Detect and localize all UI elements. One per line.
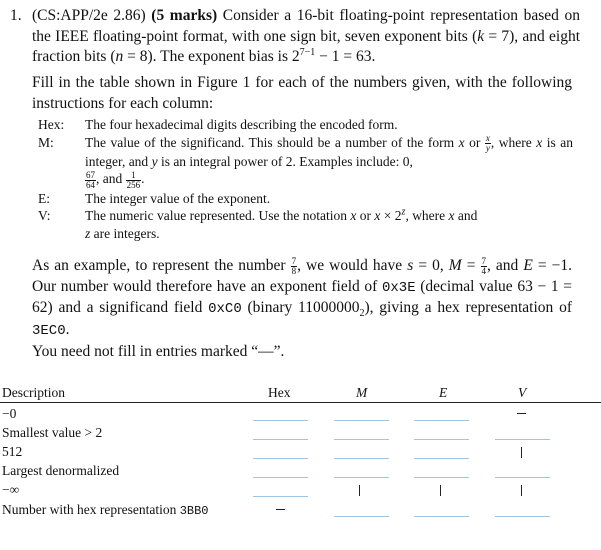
problem-number: 1. [10,7,22,24]
hex-blank[interactable] [253,439,308,440]
def-v-text-e: are integers. [90,225,160,241]
example-hex2: 0xC0 [208,301,242,317]
def-m-term: M: [38,134,54,150]
def-v-text-d: and [454,208,478,224]
e-blank[interactable] [414,458,469,459]
m-blank[interactable] [334,439,389,440]
e-blank[interactable] [414,516,469,517]
def-v-z: z [85,225,91,241]
def-m-text-b: , where [490,134,537,150]
dash-note: You need not fill in entries marked “—”. [32,343,285,360]
example-h: (binary 11000000 [241,299,360,316]
def-e-term: E: [38,190,50,206]
v-not-required-dash [517,413,526,414]
ex-num: 7 [291,255,297,266]
row-description: −∞ [2,482,20,497]
ex-and: , and [96,171,123,187]
ex-mnum: 7 [481,255,487,266]
table-row [0,461,601,480]
m-blank[interactable] [334,458,389,459]
ex2-den: 256 [126,179,141,190]
frac-y: y [485,142,490,153]
v-not-required-dash [521,485,522,496]
example-fraction-67-64 [85,171,96,190]
column-definitions [38,116,573,242]
def-hex-term: Hex: [38,117,65,132]
m-not-required-dash [359,485,360,496]
def-v-text-b: or [356,208,375,224]
header-m: M [356,385,368,400]
row-description: Smallest value > 2 [2,425,103,440]
example-c: = 0, [413,257,449,274]
table-row [0,500,601,519]
k-symbol: k [477,27,485,45]
def-v-text-c: , where [405,208,449,224]
e-not-required-dash [440,485,441,496]
hex-not-required-dash [276,509,285,510]
def-v-x: x [350,208,357,224]
def-v [38,207,573,242]
header-v: V [518,385,527,400]
def-m-x: x [458,134,465,150]
row-description-hex: 3BB0 [179,504,209,518]
def-m-y: y [151,153,158,169]
hex-blank[interactable] [253,458,308,459]
table-row [0,423,601,442]
v-blank[interactable] [495,439,550,440]
example-hex3: 3EC0 [32,322,66,339]
header-description: Description [2,385,65,400]
bias-tail: − 1 = 63. [315,48,376,65]
e-blank[interactable] [414,477,469,478]
frac-x: x [485,132,490,143]
example-f: = −1. Our number would therefore have an exponent field of [32,257,573,295]
hex-blank[interactable] [253,420,308,421]
m-blank[interactable] [334,516,389,517]
example-d: = [461,257,481,274]
def-v-text-a: The numeric value represented. Use the notation [85,208,351,224]
v-blank[interactable] [495,516,550,517]
def-m-x2: x [536,134,543,150]
row-description: 512 [2,444,23,459]
hex-blank[interactable] [253,496,308,497]
ex2-num: 1 [126,171,142,181]
header-hex: Hex [268,385,291,400]
fill-in-instructions: Fill in the table shown in Figure 1 for each of the numbers given, with the following instructions for each column: [32,74,572,112]
n-value: = 8). The exponent bias is 2 [123,48,300,65]
bias-exponent: 7−1 [299,46,316,58]
row-description [2,502,209,518]
table-header [0,384,601,403]
example-h-sub: 2 [359,308,365,320]
def-m-text-c: is an integer, and [85,134,574,169]
def-v-x2: x [374,208,381,224]
example-b: , we would have [297,257,408,274]
ex-mden: 4 [481,265,487,276]
example-paragraph [32,256,572,341]
def-e-text: The integer value of the exponent. [85,190,271,206]
table-row [0,442,601,461]
example-a: As an example, to represent the number [32,257,291,274]
problem-intro [10,6,580,68]
def-e [38,190,573,208]
example-i: ), giving a hex representation of [364,299,572,316]
header-e: E [439,385,448,400]
k-value: = 7), and eight fraction bits ( [32,27,580,65]
example-hex1: 0x3E [381,279,416,296]
def-v-z-sup: z [401,206,406,218]
problem-marks: (5 marks) [151,7,218,24]
example-fraction-1-256 [126,171,142,190]
def-v-term: V: [38,208,51,224]
def-hex [38,116,573,134]
problem-source: (CS:APP/2e 2.86) [32,7,146,24]
def-m-text-a: The value of the significand. This should be a number of the form [85,134,459,150]
def-m-text-d: is an integral power of 2. Examples include: 0, [157,153,413,169]
def-m: M: The value of the significand. This should be a number of the form x or $\frac{x}{y}$ , where x is an integer, and y is an integral power of 2. Examples include: 0, $\frac{67}{64}$ , and $\frac{1}{256}$ . [38,132,574,190]
e-blank[interactable] [414,439,469,440]
example-E: E [523,257,533,274]
v-not-required-dash [521,447,522,458]
def-v-x3: x [448,208,455,224]
def-v-times: × 2 [380,208,402,224]
n-symbol: n [115,48,124,65]
example-e: , and [487,257,519,274]
example-g: (decimal value 63 − 1 = 62) and a significand field [32,277,572,316]
intro-text: Consider a 16-bit floating-point representation based on the IEEE floating-point format, with one sign bit, seven exponent bits ( [32,7,580,45]
table-row [0,480,601,499]
ex1-num: 67 [86,169,95,180]
def-m-or: or [464,134,485,150]
example-j: . [65,320,70,338]
v-blank[interactable] [495,477,550,478]
m-blank[interactable] [334,420,389,421]
row-description: Largest denormalized [2,463,120,478]
table-row [0,404,601,423]
example-M: M [448,257,462,274]
ex-den: 8 [291,265,297,276]
example-s: s [407,257,414,274]
ex1-den: 64 [86,179,95,190]
def-hex-text: The four hexadecimal digits describing the encoded form. [85,117,398,132]
row-description-text: Number with hex representation [2,502,180,517]
m-blank[interactable] [334,477,389,478]
hex-blank[interactable] [253,477,308,478]
e-blank[interactable] [414,420,469,421]
row-description: −0 [2,406,17,421]
